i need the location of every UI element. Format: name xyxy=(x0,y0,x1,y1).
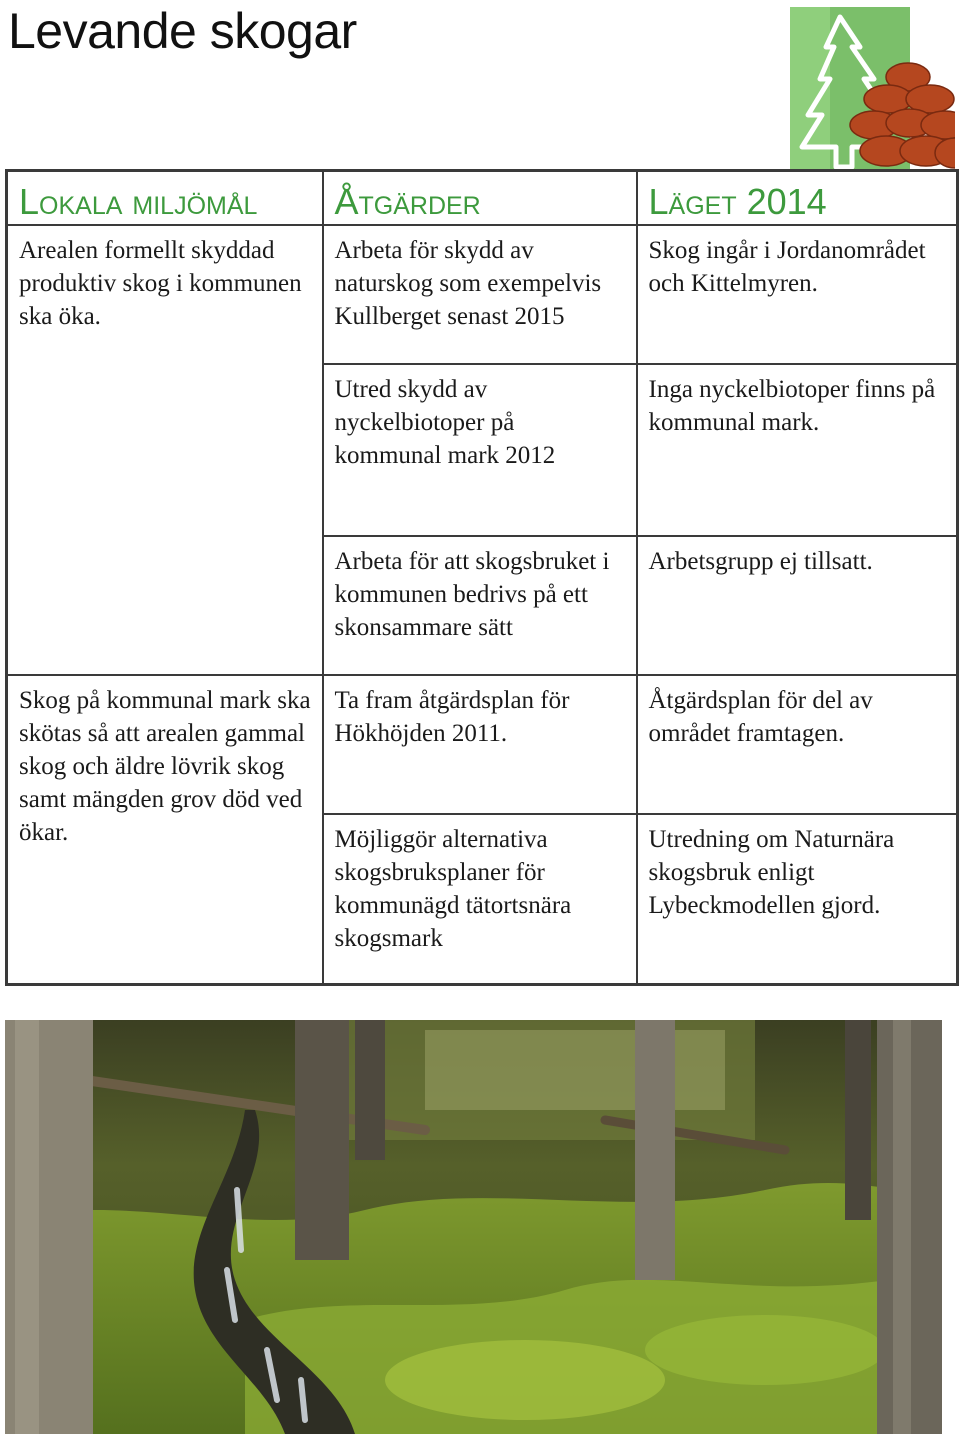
table-header-row xyxy=(7,171,958,225)
action-cell: Arbeta för skydd av naturskog som exempelvis Kullberget senast 2015 xyxy=(323,225,637,364)
action-cell: Möjliggör alternativa skogsbruksplaner för kommunägd tätortsnära skogsmark xyxy=(323,814,637,985)
table-row xyxy=(7,225,958,364)
goal-cell: Skog på kommunal mark ska skötas så att arealen gammal skog och äldre lövrik skog samt mängden grov död ved ökar. xyxy=(19,686,311,846)
status-cell: Utredning om Naturnära skogsbruk enligt Lybeckmodellen gjord. xyxy=(637,814,958,985)
environmental-goals-table xyxy=(5,169,959,986)
action-cell: Ta fram åtgärdsplan för Hökhöjden 2011. xyxy=(323,675,637,814)
status-cell: Åtgärdsplan för del av området framtagen. xyxy=(637,675,958,814)
header-actions: Åtgärder xyxy=(323,171,637,225)
goal-cell: Arealen formellt skyddad produktiv skog i kommunen ska öka. xyxy=(7,225,323,675)
table-row xyxy=(7,675,958,814)
tree-cone-logo xyxy=(790,7,955,169)
action-cell: Utred skydd av nyckelbiotoper på kommunal mark 2012 xyxy=(323,364,637,536)
status-cell: Inga nyckelbiotoper finns på kommunal mark. xyxy=(637,364,958,536)
action-cell: Arbeta för att skogsbruket i kommunen bedrivs på ett skonsammare sätt xyxy=(323,536,637,675)
forest-stream-photo xyxy=(5,1020,942,1434)
header-status-2014: Läget 2014 xyxy=(637,171,958,225)
header-local-goals: Lokala miljömål xyxy=(7,171,323,225)
status-cell: Arbetsgrupp ej tillsatt. xyxy=(637,536,958,675)
status-cell: Skog ingår i Jordanområdet och Kittelmyren. xyxy=(637,225,958,364)
page-title: Levande skogar xyxy=(8,3,357,59)
